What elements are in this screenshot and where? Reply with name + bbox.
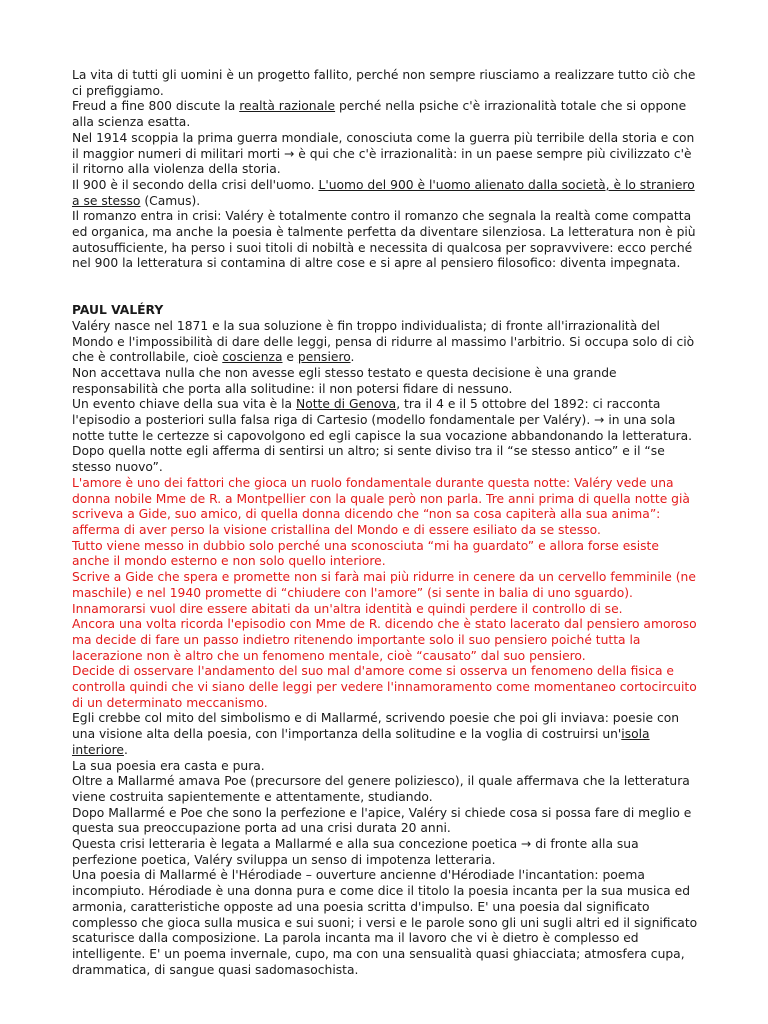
paragraph bbox=[72, 570, 698, 601]
text-segment: Un evento chiave della sua vita è la bbox=[72, 397, 297, 412]
text-segment: Ancora una volta ricorda l'episodio con Mme de R. dicendo che è stato lacerato dal pensiero amoroso ma decide di fare un passo indietro ritenendo importante solo il suo pensiero poiché tutta la lacerazione non è altro che un fenomeno mentale, cioè “causato” dal suo pensiero. bbox=[72, 617, 697, 663]
paragraph bbox=[72, 759, 698, 775]
text-segment: Egli crebbe col mito del simbolismo e di Mallarmé, scrivendo poesie che poi gli inviava: poesie con una visione alta della poesia, con l'importanza della solitudine e la voglia di costruirsi un' bbox=[72, 711, 680, 742]
paragraph bbox=[72, 868, 698, 978]
text-segment: , tra il 4 e il 5 ottobre del 1892: ci racconta l'episodio a posteriori sulla falsa riga di Cartesio (modello fondamentale per Valéry). → in una sola notte tutte le certezze si capovolgono ed egli capisce la sua vocazione abbandonando la letteratura. bbox=[72, 397, 693, 443]
paragraph bbox=[72, 664, 698, 711]
underlined-text: isola interiore bbox=[72, 727, 650, 757]
paragraph bbox=[72, 397, 698, 444]
text-segment: Oltre a Mallarmé amava Poe (precursore del genere poliziesco), il quale affermava che la letteratura viene costruita sapientemente e attentamente, studiando. bbox=[72, 774, 690, 804]
paragraph bbox=[72, 837, 698, 868]
text-segment: Dopo quella notte egli afferma di sentirsi un altro; si sente diviso tra il “se stesso antico” e il “se stesso nuovo”. bbox=[72, 444, 665, 475]
text-segment: Decide di osservare l'andamento del suo mal d'amore come si osserva un fenomeno della fisica e controlla quindi che vi siano delle leggi per vedere l'innamoramento come momentaneo cortocircuito di un determinato meccanismo. bbox=[72, 664, 697, 710]
paragraph bbox=[72, 602, 698, 618]
paragraph bbox=[72, 774, 698, 805]
paragraph bbox=[72, 319, 698, 366]
text-segment: Freud a fine 800 discute la bbox=[72, 99, 240, 114]
paragraph bbox=[72, 617, 698, 664]
text-segment: Tutto viene messo in dubbio solo perché una sconosciuta “mi ha guardato” e allora forse esiste anche il mondo esterno e non solo quello interiore. bbox=[72, 538, 659, 569]
text-segment: La vita di tutti gli uomini è un progetto fallito, perché non sempre riusciamo a realizzare tutto ciò che ci prefiggiamo. bbox=[72, 68, 696, 98]
text-segment: Dopo Mallarmé e Poe che sono la perfezione e l'apice, Valéry si chiede cosa si possa fare di meglio e questa sua preoccupazione porta ad una crisi durata 20 anni. bbox=[72, 805, 692, 836]
paragraph bbox=[72, 806, 698, 837]
text-segment: Valéry nasce nel 1871 e la sua soluzione è fin troppo individualista; di fronte all'irrazionalità del Mondo e l'impossibilità di dare delle leggi, pensa di ridurre al massimo l'arbitrio. Si occupa solo di ciò che è controllabile, cioè bbox=[72, 318, 695, 365]
text-segment: Scrive a Gide che spera e promette non si farà mai più ridurre in cenere da un cervello femminile (ne maschile) e nel 1940 promette di “chiudere con l'amore” (si sente in balia di uno sguardo). bbox=[72, 570, 696, 600]
text-segment: Nel 1914 scoppia la prima guerra mondiale, conosciuta come la guerra più terribile della storia e con il maggior numeri di militari morti → è qui che c'è irrazionalità: in un paese sempre più civilizzato c'è il ritorno alla violenza della storia. bbox=[72, 130, 695, 177]
section-title: PAUL VALÉRY bbox=[72, 303, 164, 318]
paragraph bbox=[72, 711, 698, 758]
text-segment: Il 900 è il secondo della crisi dell'uomo. bbox=[72, 177, 319, 192]
text-segment: perché nella psiche c'è irrazionalità totale che si oppone alla scienza esatta. bbox=[72, 99, 687, 130]
intro-section bbox=[72, 68, 698, 272]
text-segment: Non accettava nulla che non avesse egli stesso testato e questa decisione è una grande responsabilità che porta alla solitudine: il non potersi fidare di nessuno. bbox=[72, 365, 617, 396]
text-segment: L'amore è uno dei fattori che gioca un ruolo fondamentale durante questa notte: Valéry vede una donna nobile Mme de R. a Montpellier con la quale però non parla. Tre anni prima di quella notte già scriveva a Gide, suo amico, di quella donna dicendo che “non sa cosa capiterà alla sua anima”: afferma di aver perso la visione cristallina del Mondo e di essere esiliato da se stesso. bbox=[72, 475, 690, 537]
section-gap bbox=[72, 272, 698, 287]
paragraph bbox=[72, 68, 698, 99]
text-segment: Il romanzo entra in crisi: Valéry è totalmente contro il romanzo che segnala la realtà come compatta ed organica, ma anche la poesia è talmente perfetta da diventare silenziosa. La letteratura non è più autosufficiente, ha perso i suoi titoli di nobiltà e necessita di qualcosa per sopravvivere: ecco perché nel 900 la letteratura si contamina di altre cose e si apre al pensiero filosofico: diventa impegnata. bbox=[72, 209, 696, 271]
text-segment: e bbox=[282, 350, 298, 365]
paragraph bbox=[72, 539, 698, 570]
underlined-text: pensiero bbox=[297, 350, 351, 365]
text-segment: . bbox=[123, 742, 128, 757]
underlined-text: L'uomo del 900 è l'uomo alienato dalla società, è lo straniero a se stesso bbox=[72, 177, 695, 208]
underlined-text: realtà razionale bbox=[239, 99, 336, 114]
paragraph bbox=[72, 444, 698, 475]
paragraph bbox=[72, 178, 698, 209]
paragraph bbox=[72, 99, 698, 130]
text-segment: Una poesia di Mallarmé è l'Hérodiade – ouverture ancienne d'Hérodiade l'incantation: poema incompiuto. Hérodiade è una donna pura e come dice il titolo la poesia incanta per la sua musica ed armonia, caratteristiche opposte ad una poesia scritta d'impulso. E' una poesia dal significato complesso che gioca sulla musica e sui suoni; i versi e le parole sono gli uni sugli altri ed il significato scaturisce dalla composizione. La parola incanta ma il lavoro che vi è dietro è complesso ed intelligente. E' un poema invernale, cupo, ma con una sensualità quasi ghiacciata; atmosfera cupa, drammatica, di sangue quasi sadomasochista. bbox=[72, 868, 698, 977]
underlined-text: Notte di Genova bbox=[296, 397, 397, 412]
text-segment: La sua poesia era casta e pura. bbox=[72, 758, 265, 773]
paragraph bbox=[72, 366, 698, 397]
text-segment: (Camus). bbox=[140, 193, 201, 208]
document-page bbox=[72, 68, 698, 978]
paragraph bbox=[72, 131, 698, 178]
paragraph bbox=[72, 476, 698, 539]
underlined-text: coscienza bbox=[222, 350, 283, 365]
valery-section bbox=[72, 319, 698, 979]
text-segment: Innamorarsi vuol dire essere abitati da un'altra identità e quindi perdere il controllo di se. bbox=[72, 601, 623, 616]
paragraph bbox=[72, 209, 698, 272]
text-segment: Questa crisi letteraria è legata a Mallarmé e alla sua concezione poetica → di fronte alla sua perfezione poetica, Valéry sviluppa un senso di impotenza letteraria. bbox=[72, 837, 639, 867]
text-segment: . bbox=[350, 350, 355, 365]
